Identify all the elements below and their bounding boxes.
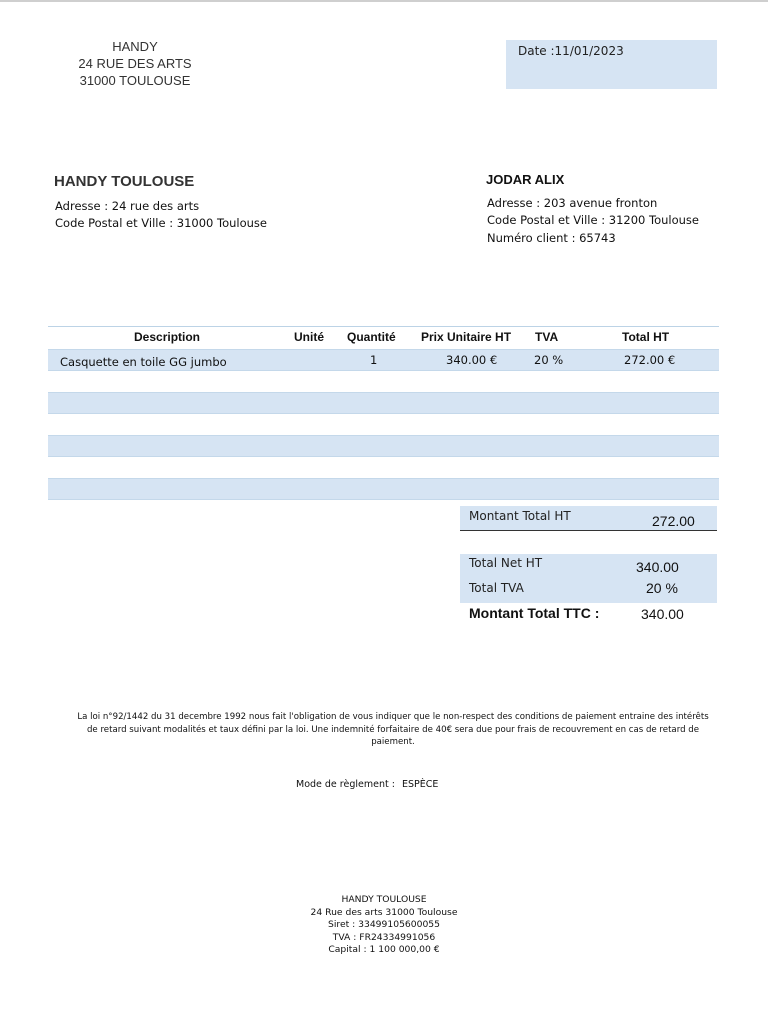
client-address: Adresse : 203 avenue fronton xyxy=(487,196,658,210)
header-description: Description xyxy=(134,330,201,344)
net-ht-label: Total Net HT xyxy=(469,556,543,570)
row-description: Casquette en toile GG jumbo xyxy=(60,355,227,369)
table-row-empty xyxy=(48,392,719,414)
header-quantity: Quantité xyxy=(347,330,396,344)
row-tva: 20 % xyxy=(534,353,564,367)
date-label: Date : xyxy=(518,44,555,58)
total-tva-value: 20 % xyxy=(646,580,678,596)
page-top-border xyxy=(0,0,768,2)
net-ht-value: 340.00 xyxy=(636,559,679,575)
sender-street: 24 RUE DES ARTS xyxy=(78,56,192,71)
row-quantity: 1 xyxy=(370,353,378,367)
header-total: Total HT xyxy=(622,330,670,344)
invoice-date xyxy=(518,44,624,58)
footer-siret: Siret : 33499105600055 xyxy=(328,919,440,931)
total-ht-value: 272.00 xyxy=(652,513,695,529)
footer-name: HANDY TOULOUSE xyxy=(341,894,427,905)
footer-address: 24 Rue des arts 31000 Toulouse xyxy=(310,906,458,918)
client-name: JODAR ALIX xyxy=(486,172,565,187)
client-postal-city: Code Postal et Ville : 31200 Toulouse xyxy=(487,213,699,227)
items-table xyxy=(48,326,719,500)
footer xyxy=(258,894,510,957)
sender-header xyxy=(60,38,210,89)
table-row-empty xyxy=(48,435,719,457)
sender-city: 31000 TOULOUSE xyxy=(79,73,191,88)
legal-notice xyxy=(50,711,736,749)
date-value: 11/01/2023 xyxy=(554,44,624,58)
header-unit: Unité xyxy=(294,330,324,344)
total-ttc-value: 340.00 xyxy=(641,606,684,622)
footer-capital: Capital : 1 100 000,00 € xyxy=(328,944,440,956)
row-total: 272.00 € xyxy=(624,353,676,367)
table-row-empty xyxy=(48,478,719,500)
total-tva-label: Total TVA xyxy=(469,581,524,595)
table-row xyxy=(48,349,719,371)
legal-line-2: de retard suivant modalités et taux défini par la loi. Une indemnité forfaitaire de 40€ sera due pour frais de recouvrement en cas de retard de xyxy=(86,724,700,735)
header-unit-price: Prix Unitaire HT xyxy=(421,330,512,344)
company-postal-city: Code Postal et Ville : 31000 Toulouse xyxy=(55,216,267,230)
payment-value: ESPÈCE xyxy=(401,779,439,790)
total-ht-label: Montant Total HT xyxy=(469,509,571,523)
total-ttc-label: Montant Total TTC : xyxy=(469,605,600,621)
table-header xyxy=(48,326,719,347)
sender-name: HANDY xyxy=(112,39,158,54)
legal-line-3: paiement. xyxy=(371,737,415,747)
client-number: Numéro client : 65743 xyxy=(487,231,616,245)
payment-label: Mode de règlement : xyxy=(296,779,395,790)
legal-line-1: La loi n°92/1442 du 31 decembre 1992 nous fait l'obligation de vous indiquer que le non-respect des conditions de paiement entraine des intérêts xyxy=(77,712,709,722)
footer-tva: TVA : FR24334991056 xyxy=(332,931,436,943)
header-tva: TVA xyxy=(535,330,559,344)
row-unit-price: 340.00 € xyxy=(446,353,498,367)
payment-mode xyxy=(296,779,442,790)
company-address: Adresse : 24 rue des arts xyxy=(55,199,200,213)
company-name: HANDY TOULOUSE xyxy=(54,173,195,190)
